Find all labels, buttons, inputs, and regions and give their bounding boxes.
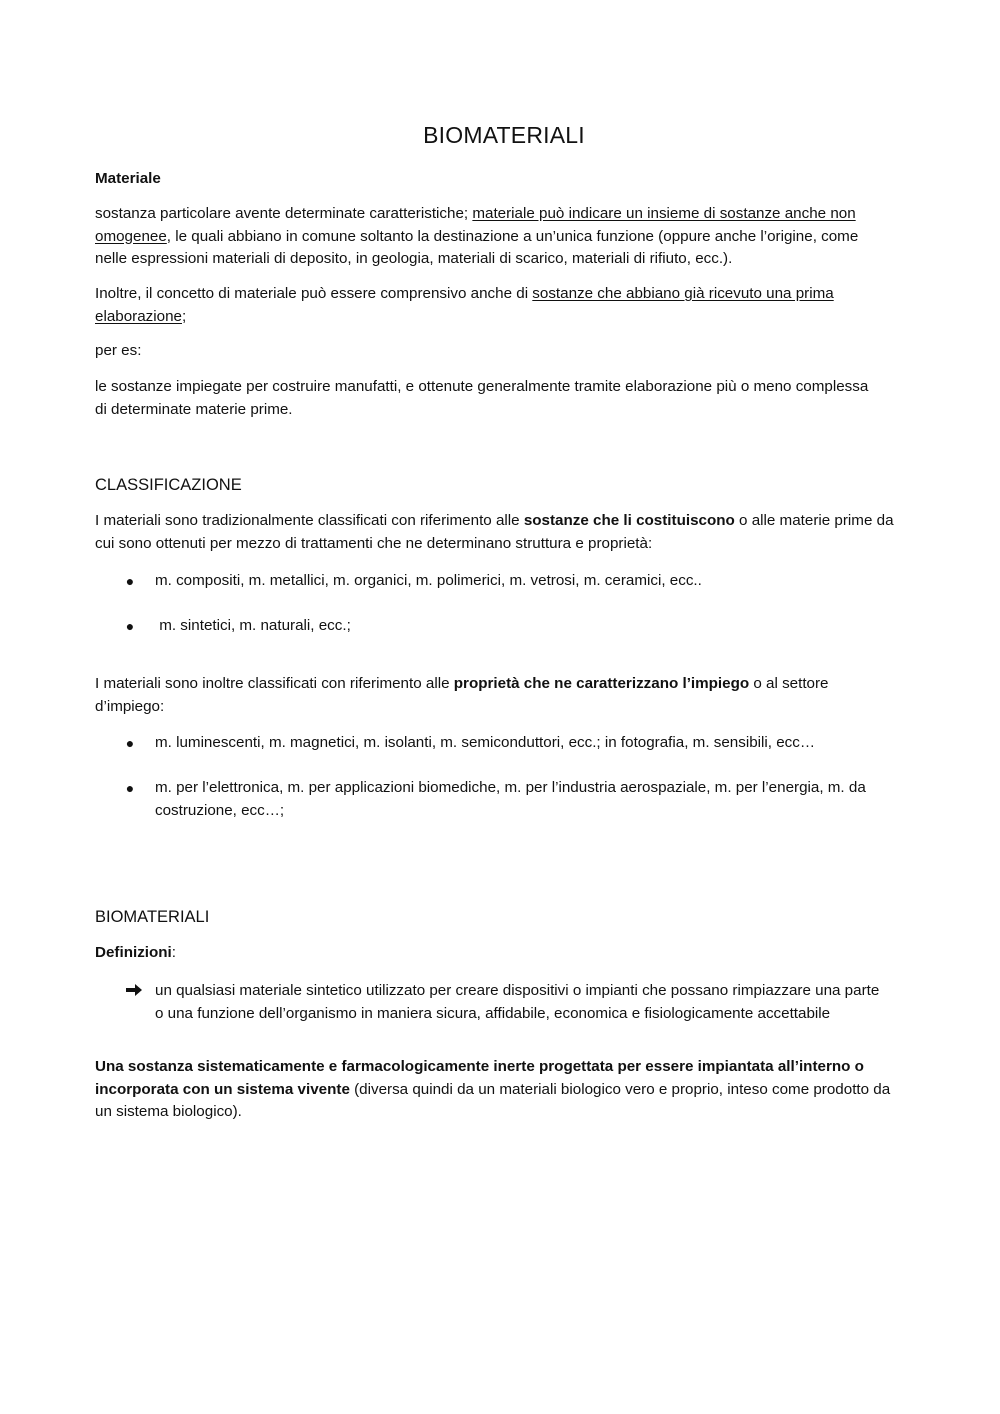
paragraph-line: un sistema biologico).: [95, 1103, 242, 1120]
text-run: ;: [181, 307, 187, 325]
bullet-icon: ●: [125, 780, 135, 796]
underlined-text: elaborazione: [95, 307, 182, 325]
text-run: :: [171, 944, 177, 961]
text-run: o al settore: [749, 675, 829, 692]
paragraph-line: [95, 226, 905, 249]
paragraph-per-es: per es:: [95, 342, 142, 359]
text-run: sostanza particolare avente determinate caratteristiche;: [95, 205, 473, 222]
paragraph-line: di determinate materie prime.: [95, 400, 293, 418]
arrow-right-icon: [125, 980, 145, 1003]
paragraph-line: cui sono ottenuti per mezzo di trattamenti che ne determinano struttura e proprietà:: [95, 534, 653, 552]
text-run: (diversa quindi da un materiali biologico vero e proprio, inteso come prodotto da: [349, 1080, 891, 1098]
bullet-icon: ●: [125, 735, 135, 751]
bullet-icon: ●: [125, 573, 135, 589]
section-heading-materiale: Materiale: [95, 170, 161, 187]
bold-text: proprietà che ne caratterizzano l’impiego: [453, 675, 750, 692]
text-run: I materiali sono inoltre classificati con riferimento alle: [95, 675, 454, 692]
list-item-text: m. sintetici, m. naturali, ecc.;: [155, 617, 351, 634]
paragraph-sostanze-impiegate: [95, 376, 905, 421]
document-title: BIOMATERIALI: [423, 122, 585, 148]
text-run: , le quali abbiano in comune soltanto la destinazione a un’unica funzione (oppure anche l’origine, come: [166, 227, 859, 245]
section-heading-classificazione: CLASSIFICAZIONE: [95, 476, 242, 494]
paragraph-line: [95, 673, 905, 696]
section-heading-biomateriali: BIOMATERIALI: [95, 908, 210, 926]
list-item-text: [155, 980, 905, 1025]
list-item-text: m. luminescenti, m. magnetici, m. isolanti, m. semiconduttori, ecc.; in fotografia, m. sensibili, ecc…: [155, 734, 816, 751]
paragraph-line: le sostanze impiegate per costruire manufatti, e ottenute generalmente tramite elaborazione più o meno complessa: [95, 378, 869, 395]
paragraph-line: [95, 1079, 905, 1102]
paragraph-line: [95, 510, 905, 533]
underlined-text: omogenee: [95, 227, 167, 245]
paragraph-classificazione-proprieta: [95, 673, 905, 718]
text-run: Inoltre, il concetto di materiale può essere comprensivo anche di: [95, 285, 533, 302]
underlined-text: materiale può indicare un insieme di sostanze anche non: [472, 205, 856, 222]
paragraph-materiale-definition: [95, 203, 905, 271]
underlined-text: sostanze che abbiano già ricevuto una prima: [532, 285, 834, 302]
paragraph-line: d’impiego:: [95, 697, 165, 715]
paragraph-materiale-elaborazione: [95, 283, 905, 328]
paragraph-line: [95, 306, 905, 329]
paragraph-line: [95, 203, 905, 226]
list-item-line: costruzione, ecc…;: [155, 801, 285, 819]
text-run: o alle materie prime da: [734, 512, 894, 529]
text-run: I materiali sono tradizionalmente classificati con riferimento alle: [95, 512, 524, 529]
paragraph-line: Una sostanza sistematicamente e farmacologicamente inerte progettata per essere impiantata all’interno o: [95, 1058, 864, 1075]
bold-text: Definizioni: [95, 944, 172, 961]
bold-text: sostanze che li costituiscono: [523, 512, 735, 529]
list-item-text: m. compositi, m. metallici, m. organici, m. polimerici, m. vetrosi, m. ceramici, ecc..: [155, 572, 702, 589]
paragraph-line: nelle espressioni materiali di deposito, in geologia, materiali di scarico, materiali di rifiuto, ecc.).: [95, 250, 733, 267]
list-item-text: [155, 777, 905, 822]
bullet-icon: ●: [125, 618, 135, 634]
list-item-line: un qualsiasi materiale sintetico utilizzato per creare dispositivi o impianti che possano rimpiazzare una parte: [155, 982, 880, 999]
definizioni-label: [95, 942, 905, 965]
paragraph-line: [95, 283, 905, 306]
paragraph-biomateriali-definition: [95, 1056, 905, 1124]
list-item-line: o una funzione dell’organismo in maniera sicura, affidabile, economica e fisiologicamente accettabile: [155, 1004, 831, 1022]
list-item-line: m. per l’elettronica, m. per applicazioni biomediche, m. per l’industria aerospaziale, m. per l’energia, m. da: [155, 779, 866, 796]
paragraph-classificazione-sostanze: [95, 510, 905, 555]
bold-text: incorporata con un sistema vivente: [95, 1080, 350, 1098]
